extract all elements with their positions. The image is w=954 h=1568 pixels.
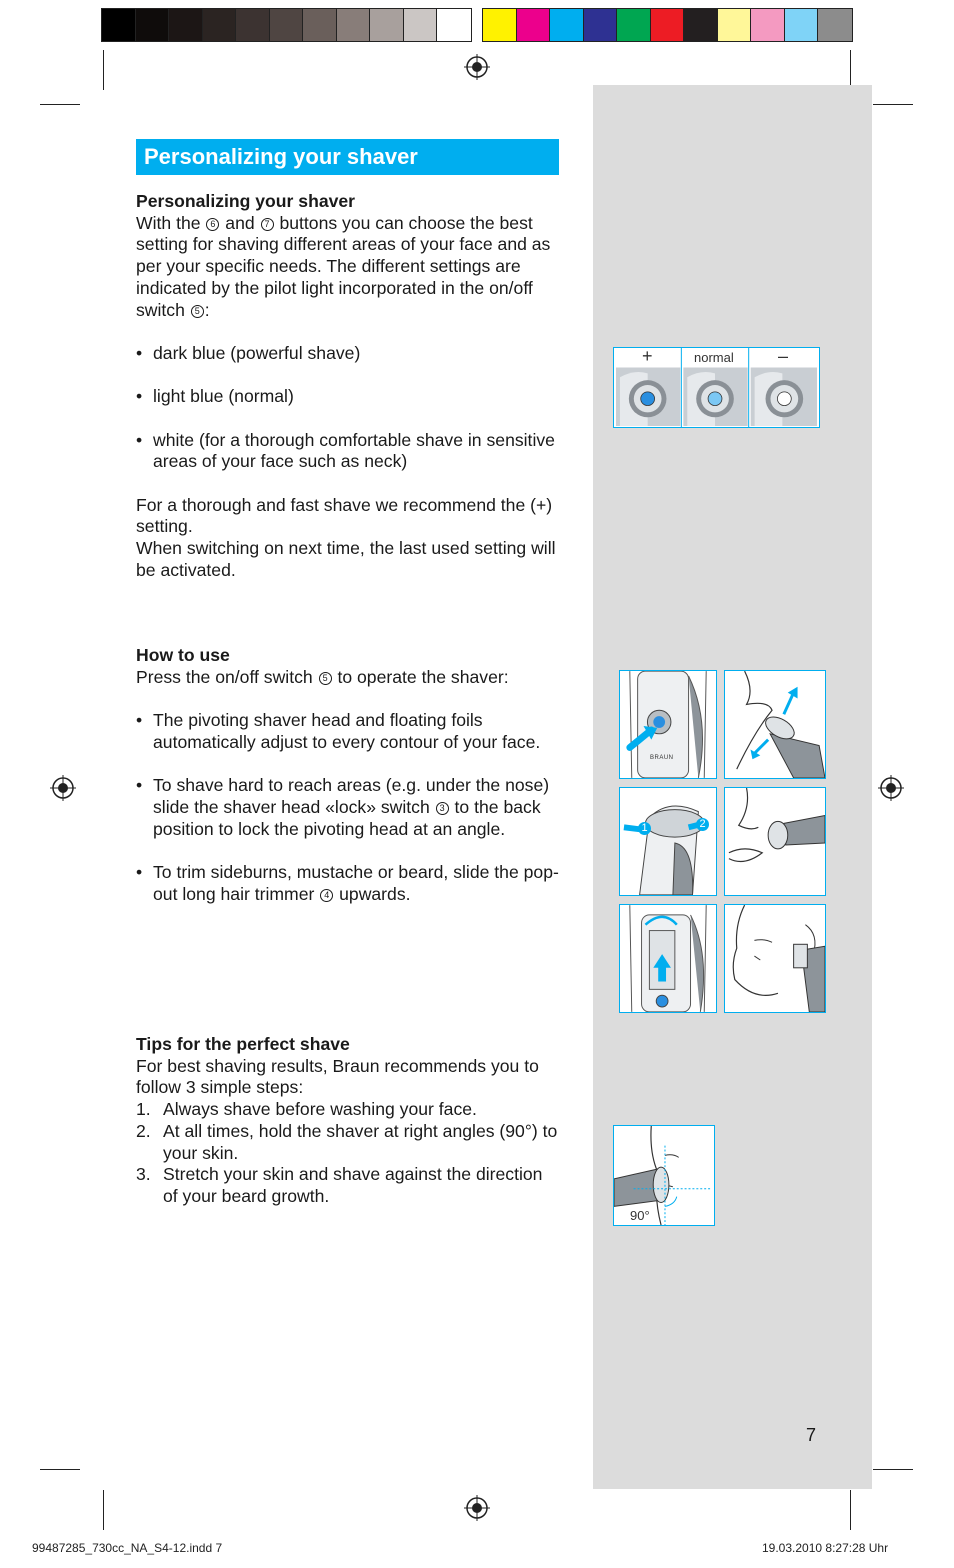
braun-logo-text: BRAUN — [650, 755, 674, 761]
file-slug: 99487285_730cc_NA_S4-12.indd 7 — [32, 1541, 223, 1555]
color-bar-grayscale — [101, 8, 472, 42]
registration-mark-left — [50, 775, 76, 801]
section-tips — [136, 1034, 562, 1208]
color-swatch — [270, 9, 304, 41]
color-swatch — [236, 9, 270, 41]
crop-mark — [40, 104, 80, 105]
shaver-front-illustration — [619, 670, 717, 779]
color-swatch — [370, 9, 404, 41]
right-angle-illustration — [613, 1125, 715, 1226]
sideburn-illustration — [724, 904, 826, 1013]
list-item: • To shave hard to reach areas (e.g. under the nose) slide the shaver head «lock» switch 3 to the back position to lock the pivoting head at an angle. — [136, 775, 562, 840]
paragraph: With the 6 and 7 buttons you can choose the best setting for shaving different areas of your face and as per your specific needs. The different settings are indicated by the pilot light incorporated in the on/off switch 5 : — [136, 212, 551, 320]
shaver-switch-normal — [683, 368, 747, 427]
step-1-label: 1 — [638, 822, 651, 835]
normal-label: normal — [694, 350, 734, 365]
circled-number: 3 — [436, 802, 449, 815]
crop-mark — [873, 104, 913, 105]
trimmer-illustration — [619, 904, 717, 1013]
color-swatch — [483, 9, 517, 41]
paragraph: For a thorough and fast shave we recommend the (+) setting. — [136, 494, 553, 537]
color-swatch — [517, 9, 551, 41]
circled-number: 7 — [261, 218, 274, 231]
color-swatch — [404, 9, 438, 41]
color-swatch — [718, 9, 752, 41]
color-swatch — [337, 9, 371, 41]
crop-mark — [40, 1469, 80, 1470]
color-swatch — [785, 9, 819, 41]
paragraph: For best shaving results, Braun recommends you to follow 3 simple steps: — [136, 1055, 539, 1098]
color-swatch — [584, 9, 618, 41]
section-title: Tips for the perfect shave — [136, 1034, 350, 1054]
section-title: Personalizing your shaver — [136, 191, 356, 211]
circled-number: 5 — [319, 672, 332, 685]
plus-label: + — [642, 347, 653, 366]
section-how-to-use — [136, 645, 562, 905]
color-swatch — [169, 9, 203, 41]
under-nose-illustration — [724, 787, 826, 896]
lock-switch-illustration — [619, 787, 717, 896]
color-swatch — [818, 9, 852, 41]
page-number: 7 — [806, 1425, 817, 1445]
paragraph: Press the on/off switch 5 to operate the shaver: — [136, 666, 509, 687]
circled-number: 4 — [320, 889, 333, 902]
color-swatch — [437, 9, 471, 41]
list-item: • The pivoting shaver head and floating foils automatically adjust to every contour of your face. — [136, 710, 562, 753]
page-heading: Personalizing your shaver — [136, 139, 559, 175]
circled-number: 6 — [206, 218, 219, 231]
circled-number: 5 — [191, 305, 204, 318]
step-2-label: 2 — [696, 818, 709, 831]
paragraph: When switching on next time, the last used setting will be activated. — [136, 538, 556, 580]
list-item: • light blue (normal) — [136, 386, 562, 408]
under-chin-illustration — [724, 670, 826, 779]
color-swatch — [203, 9, 237, 41]
color-swatch — [550, 9, 584, 41]
list-item: • dark blue (powerful shave) — [136, 343, 562, 365]
crop-mark — [850, 1490, 851, 1530]
registration-mark-top — [464, 54, 490, 80]
color-swatch — [651, 9, 685, 41]
list-item: 2. At all times, hold the shaver at right angles (90°) to your skin. — [136, 1120, 558, 1163]
color-swatch — [303, 9, 337, 41]
list-item: 1. Always shave before washing your face. — [136, 1099, 477, 1120]
minus-label: – — [778, 347, 789, 366]
section-title: How to use — [136, 645, 230, 665]
crop-mark — [850, 50, 851, 90]
color-swatch — [102, 9, 136, 41]
registration-mark-bottom — [464, 1495, 490, 1521]
settings-illustration — [613, 347, 820, 428]
color-swatch — [751, 9, 785, 41]
registration-mark-right — [878, 775, 904, 801]
date-slug: 19.03.2010 8:27:28 Uhr — [762, 1541, 889, 1555]
crop-mark — [103, 1490, 104, 1530]
color-swatch — [617, 9, 651, 41]
list-item: • white (for a thorough comfortable shave in sensitive areas of your face such as neck) — [136, 430, 562, 473]
angle-label: 90° — [630, 1208, 650, 1223]
shaver-switch-plus — [616, 368, 680, 427]
color-bar-process — [482, 8, 853, 42]
crop-mark — [873, 1469, 913, 1470]
section-personalizing — [136, 191, 562, 582]
list-item: 3. Stretch your skin and shave against the direction of your beard growth. — [136, 1164, 543, 1206]
list-item: • To trim sideburns, mustache or beard, slide the pop-out long hair trimmer 4 upwards. — [136, 862, 562, 905]
crop-mark — [103, 50, 104, 90]
color-swatch — [136, 9, 170, 41]
shaver-switch-minus — [751, 368, 817, 427]
color-swatch — [684, 9, 718, 41]
